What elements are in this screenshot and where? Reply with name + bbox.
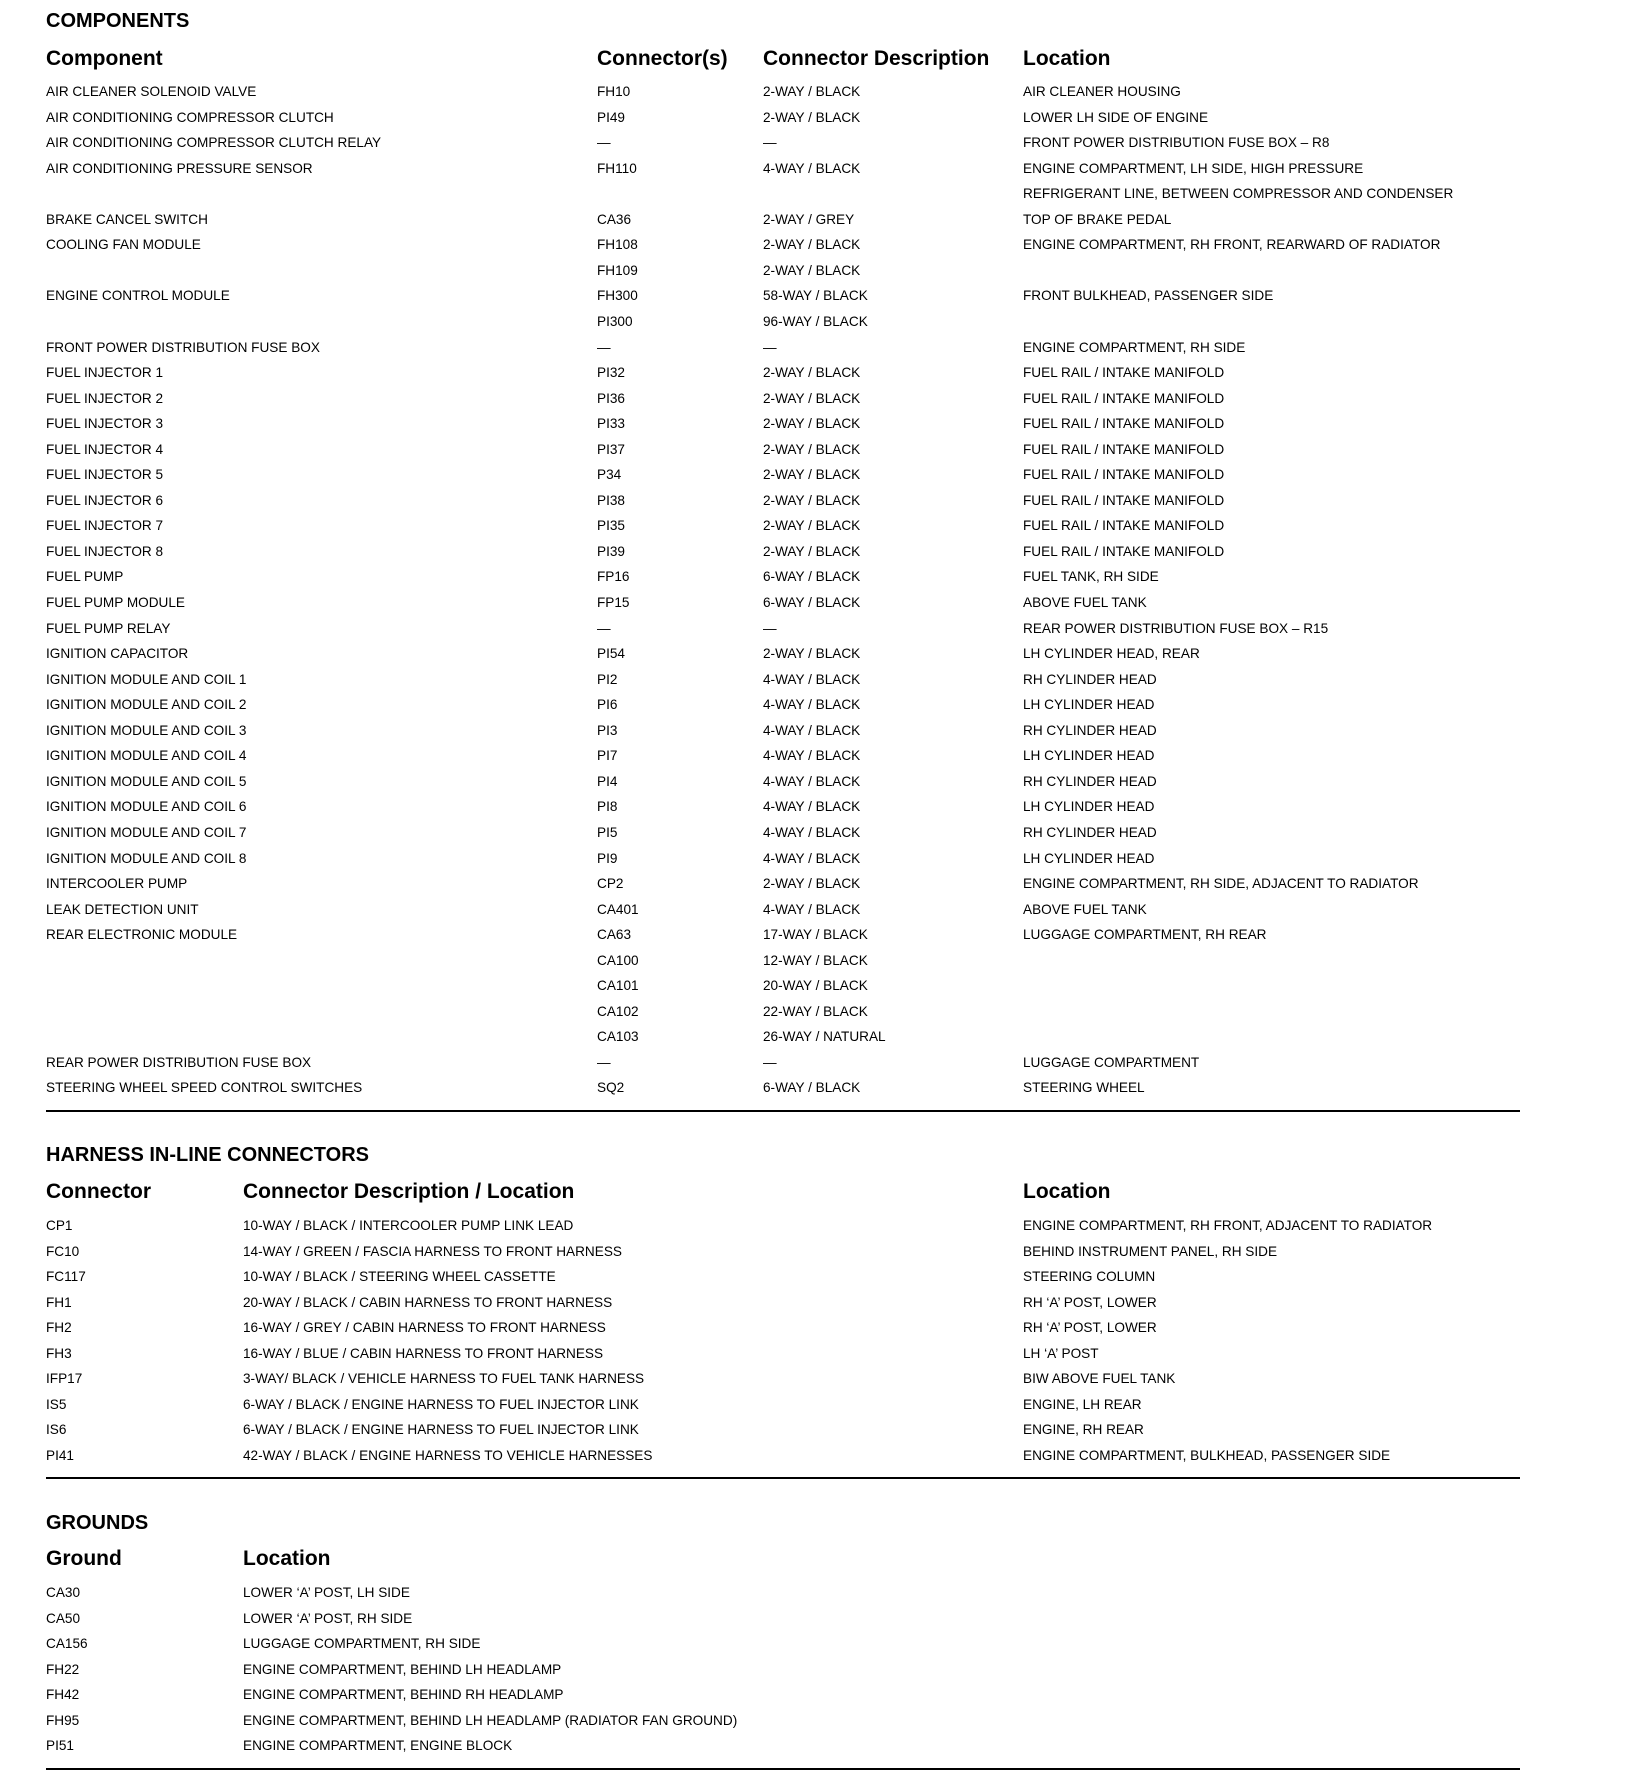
connector-description-cell: 2-WAY / BLACK xyxy=(763,109,861,125)
location-cell: LOWER LH SIDE OF ENGINE xyxy=(1023,109,1209,125)
location-cell: AIR CLEANER HOUSING xyxy=(1023,84,1181,99)
location-cell: FUEL RAIL / INTAKE MANIFOLD xyxy=(1023,441,1225,457)
harness-section-title: HARNESS IN-LINE CONNECTORS xyxy=(46,1144,369,1166)
connector-cell: — xyxy=(597,1054,611,1070)
connector-cell: PI38 xyxy=(597,492,625,508)
connector-description-cell: 96-WAY / BLACK xyxy=(763,313,868,329)
component-name-cell: FRONT POWER DISTRIBUTION FUSE BOX xyxy=(46,339,320,355)
component-name-cell: STEERING WHEEL SPEED CONTROL SWITCHES xyxy=(46,1080,363,1096)
component-name-cell: BRAKE CANCEL SWITCH xyxy=(46,211,208,227)
table-row xyxy=(0,823,1632,849)
connector-description-cell: — xyxy=(763,1054,777,1070)
ground-cell: FH42 xyxy=(46,1687,80,1702)
components-divider xyxy=(46,1110,1520,1112)
connector-cell: PI37 xyxy=(597,441,625,457)
harness-divider xyxy=(46,1477,1520,1479)
connector-cell: FC117 xyxy=(46,1269,86,1284)
connector-description-cell: 2-WAY / BLACK xyxy=(763,876,861,892)
connector-description-cell: 2-WAY / BLACK xyxy=(763,441,861,457)
table-row xyxy=(0,1369,1632,1395)
table-row xyxy=(0,925,1632,951)
component-name-cell: FUEL PUMP xyxy=(46,569,124,585)
location-cell: FUEL RAIL / INTAKE MANIFOLD xyxy=(1023,467,1225,483)
connector-cell: CA401 xyxy=(597,901,639,917)
location-cell: REFRIGERANT LINE, BETWEEN COMPRESSOR AND CONDENSER xyxy=(1023,186,1454,202)
location-cell: STEERING WHEEL xyxy=(1023,1080,1145,1096)
components-header-connectors: Connector(s) xyxy=(597,47,728,70)
connector-description-cell: 4-WAY / BLACK xyxy=(763,748,861,764)
connector-cell: IS6 xyxy=(46,1422,67,1437)
table-row xyxy=(0,1634,1632,1660)
harness-header-location: Location xyxy=(1023,1180,1111,1203)
grounds-header-ground: Ground xyxy=(46,1547,122,1570)
component-name-cell: REAR ELECTRONIC MODULE xyxy=(46,927,238,943)
connector-cell: CA63 xyxy=(597,927,632,943)
location-cell: LUGGAGE COMPARTMENT xyxy=(1023,1054,1200,1070)
component-name-cell: IGNITION MODULE AND COIL 4 xyxy=(46,748,247,764)
connector-cell: PI32 xyxy=(597,365,625,381)
table-row xyxy=(0,235,1632,261)
location-cell: RH ‘A’ POST, LOWER xyxy=(1023,1320,1157,1335)
table-row xyxy=(0,849,1632,875)
component-name-cell: INTERCOOLER PUMP xyxy=(46,876,188,892)
table-row xyxy=(0,1660,1632,1686)
component-name-cell: IGNITION MODULE AND COIL 3 xyxy=(46,722,247,738)
location-cell: LH CYLINDER HEAD xyxy=(1023,697,1155,713)
table-row xyxy=(0,976,1632,1002)
connector-description-cell: 12-WAY / BLACK xyxy=(763,952,868,968)
connector-cell: CA101 xyxy=(597,978,639,994)
table-row xyxy=(0,1395,1632,1421)
grounds-header-location: Location xyxy=(243,1547,331,1570)
connector-description-cell: 58-WAY / BLACK xyxy=(763,288,868,304)
component-name-cell: IGNITION MODULE AND COIL 2 xyxy=(46,697,247,713)
table-row xyxy=(0,363,1632,389)
connector-description-cell: 6-WAY / BLACK xyxy=(763,569,861,585)
table-row xyxy=(0,133,1632,159)
location-cell: FRONT POWER DISTRIBUTION FUSE BOX – R8 xyxy=(1023,135,1330,151)
connector-description-cell: 2-WAY / BLACK xyxy=(763,416,861,432)
components-header-description: Connector Description xyxy=(763,47,990,70)
location-cell: LUGGAGE COMPARTMENT, RH SIDE xyxy=(243,1636,481,1651)
location-cell: TOP OF BRAKE PEDAL xyxy=(1023,211,1172,227)
location-cell: FUEL RAIL / INTAKE MANIFOLD xyxy=(1023,518,1225,534)
connector-description-cell: 16-WAY / BLUE / CABIN HARNESS TO FRONT HARNESS xyxy=(243,1345,604,1361)
connector-cell: PI39 xyxy=(597,543,625,559)
table-row xyxy=(0,670,1632,696)
connector-cell: FH300 xyxy=(597,288,638,304)
location-cell: RH CYLINDER HEAD xyxy=(1023,671,1157,687)
connector-description-cell: 20-WAY / BLACK / CABIN HARNESS TO FRONT HARNESS xyxy=(243,1294,613,1310)
connector-cell: FC10 xyxy=(46,1243,80,1259)
table-row xyxy=(0,1267,1632,1293)
table-row xyxy=(0,338,1632,364)
component-name-cell: AIR CONDITIONING COMPRESSOR CLUTCH RELAY xyxy=(46,135,382,151)
component-name-cell: FUEL PUMP RELAY xyxy=(46,620,171,636)
location-cell: LH CYLINDER HEAD xyxy=(1023,850,1155,866)
table-row xyxy=(0,567,1632,593)
table-row xyxy=(0,414,1632,440)
connector-description-cell: 2-WAY / BLACK xyxy=(763,492,861,508)
table-row xyxy=(0,542,1632,568)
connector-description-cell: 14-WAY / GREEN / FASCIA HARNESS TO FRONT HARNESS xyxy=(243,1243,622,1259)
component-name-cell: FUEL INJECTOR 4 xyxy=(46,441,164,457)
connector-cell: FH10 xyxy=(597,84,631,99)
connector-description-cell: 6-WAY / BLACK xyxy=(763,595,861,610)
ground-cell: FH22 xyxy=(46,1661,80,1677)
components-section-title: COMPONENTS xyxy=(46,10,190,32)
connector-description-cell: 2-WAY / BLACK xyxy=(763,84,861,99)
location-cell: ABOVE FUEL TANK xyxy=(1023,901,1147,917)
connector-description-cell: 2-WAY / BLACK xyxy=(763,467,861,483)
location-cell: REAR POWER DISTRIBUTION FUSE BOX – R15 xyxy=(1023,620,1329,636)
table-row xyxy=(0,619,1632,645)
table-row xyxy=(0,695,1632,721)
location-cell: RH CYLINDER HEAD xyxy=(1023,722,1157,738)
connector-cell: FH108 xyxy=(597,237,638,253)
connector-description-cell: 2-WAY / BLACK xyxy=(763,646,861,662)
table-row xyxy=(0,389,1632,415)
connector-description-cell: 4-WAY / BLACK xyxy=(763,901,861,917)
location-cell: FUEL TANK, RH SIDE xyxy=(1023,569,1159,585)
connector-cell: SQ2 xyxy=(597,1080,625,1096)
connector-description-cell: 6-WAY / BLACK / ENGINE HARNESS TO FUEL INJECTOR LINK xyxy=(243,1422,639,1437)
location-cell: LOWER ‘A’ POST, RH SIDE xyxy=(243,1610,413,1626)
location-cell: FUEL RAIL / INTAKE MANIFOLD xyxy=(1023,390,1225,406)
table-row xyxy=(0,210,1632,236)
table-row xyxy=(0,82,1632,108)
connector-cell: PI35 xyxy=(597,518,625,534)
location-cell: LOWER ‘A’ POST, LH SIDE xyxy=(243,1585,410,1600)
table-row xyxy=(0,1736,1632,1762)
component-name-cell: AIR CLEANER SOLENOID VALVE xyxy=(46,84,257,99)
connector-cell: PI6 xyxy=(597,697,618,713)
table-row xyxy=(0,1583,1632,1609)
connector-description-cell: 2-WAY / BLACK xyxy=(763,262,861,278)
grounds-divider xyxy=(46,1768,1520,1770)
table-row xyxy=(0,1318,1632,1344)
table-row xyxy=(0,440,1632,466)
connector-cell: PI5 xyxy=(597,824,618,840)
connector-description-cell: 2-WAY / BLACK xyxy=(763,543,861,559)
ground-cell: CA156 xyxy=(46,1636,88,1651)
component-name-cell: FUEL INJECTOR 5 xyxy=(46,467,164,483)
table-row xyxy=(0,746,1632,772)
grounds-section-title: GROUNDS xyxy=(46,1512,149,1534)
component-name-cell: FUEL INJECTOR 7 xyxy=(46,518,164,534)
location-cell: BIW ABOVE FUEL TANK xyxy=(1023,1371,1176,1386)
table-row xyxy=(0,1711,1632,1737)
component-name-cell: LEAK DETECTION UNIT xyxy=(46,901,199,917)
table-row xyxy=(0,951,1632,977)
connector-cell: FH1 xyxy=(46,1294,72,1310)
location-cell: ENGINE COMPARTMENT, BULKHEAD, PASSENGER SIDE xyxy=(1023,1447,1391,1463)
component-name-cell: ENGINE CONTROL MODULE xyxy=(46,288,230,304)
connector-description-cell: 2-WAY / BLACK xyxy=(763,390,861,406)
table-row xyxy=(0,1242,1632,1268)
connector-cell: IS5 xyxy=(46,1396,67,1412)
connector-cell: IFP17 xyxy=(46,1371,83,1386)
connector-description-cell: 17-WAY / BLACK xyxy=(763,927,868,943)
connector-cell: PI3 xyxy=(597,722,618,738)
table-row xyxy=(0,261,1632,287)
connector-description-cell: 2-WAY / BLACK xyxy=(763,237,861,253)
location-cell: ENGINE COMPARTMENT, LH SIDE, HIGH PRESSURE xyxy=(1023,160,1364,176)
connector-cell: PI49 xyxy=(597,109,625,125)
connector-cell: PI300 xyxy=(597,313,633,329)
component-name-cell: FUEL PUMP MODULE xyxy=(46,595,185,610)
location-cell: ENGINE COMPARTMENT, BEHIND LH HEADLAMP xyxy=(243,1661,562,1677)
connector-description-cell: — xyxy=(763,339,777,355)
table-row xyxy=(0,1420,1632,1446)
location-cell: ENGINE, RH REAR xyxy=(1023,1422,1144,1437)
component-name-cell: IGNITION CAPACITOR xyxy=(46,646,189,662)
connector-cell: CP1 xyxy=(46,1218,73,1233)
table-row xyxy=(0,900,1632,926)
component-name-cell: AIR CONDITIONING COMPRESSOR CLUTCH xyxy=(46,109,334,125)
connector-cell: CA36 xyxy=(597,211,632,227)
component-name-cell: IGNITION MODULE AND COIL 7 xyxy=(46,824,247,840)
table-row xyxy=(0,1078,1632,1104)
connector-description-cell: 2-WAY / GREY xyxy=(763,211,855,227)
location-cell: ENGINE COMPARTMENT, BEHIND LH HEADLAMP (RADIATOR FAN GROUND) xyxy=(243,1712,738,1728)
location-cell: ENGINE COMPARTMENT, RH FRONT, REARWARD OF RADIATOR xyxy=(1023,237,1441,253)
location-cell: ENGINE COMPARTMENT, RH FRONT, ADJACENT TO RADIATOR xyxy=(1023,1218,1433,1233)
connector-cell: — xyxy=(597,620,611,636)
location-cell: FUEL RAIL / INTAKE MANIFOLD xyxy=(1023,416,1225,432)
ground-cell: CA30 xyxy=(46,1585,81,1600)
connector-cell: PI7 xyxy=(597,748,618,764)
connector-cell: PI41 xyxy=(46,1447,74,1463)
connector-description-cell: 2-WAY / BLACK xyxy=(763,365,861,381)
connector-description-cell: 22-WAY / BLACK xyxy=(763,1003,868,1019)
location-cell: FUEL RAIL / INTAKE MANIFOLD xyxy=(1023,543,1225,559)
location-cell: STEERING COLUMN xyxy=(1023,1269,1156,1284)
connector-description-cell: 2-WAY / BLACK xyxy=(763,518,861,534)
connector-description-cell: 42-WAY / BLACK / ENGINE HARNESS TO VEHICLE HARNESSES xyxy=(243,1447,653,1463)
connector-description-cell: 4-WAY / BLACK xyxy=(763,773,861,789)
component-name-cell: FUEL INJECTOR 2 xyxy=(46,390,164,406)
table-row xyxy=(0,1446,1632,1472)
connector-description-cell: 6-WAY / BLACK xyxy=(763,1080,861,1096)
connector-cell: FP15 xyxy=(597,595,630,610)
components-header-component: Component xyxy=(46,47,163,70)
connector-description-cell: 4-WAY / BLACK xyxy=(763,160,861,176)
table-row xyxy=(0,1344,1632,1370)
components-header-location: Location xyxy=(1023,47,1111,70)
component-name-cell: FUEL INJECTOR 3 xyxy=(46,416,164,432)
connector-description-cell: — xyxy=(763,620,777,636)
connector-cell: PI33 xyxy=(597,416,625,432)
location-cell: ENGINE, LH REAR xyxy=(1023,1396,1142,1412)
table-row xyxy=(0,312,1632,338)
connector-description-cell: 4-WAY / BLACK xyxy=(763,722,861,738)
connector-description-cell: 4-WAY / BLACK xyxy=(763,697,861,713)
location-cell: LH CYLINDER HEAD xyxy=(1023,748,1155,764)
ground-cell: PI51 xyxy=(46,1738,74,1753)
table-row xyxy=(0,1293,1632,1319)
location-cell: ENGINE COMPARTMENT, RH SIDE, ADJACENT TO RADIATOR xyxy=(1023,876,1419,892)
table-row xyxy=(0,797,1632,823)
harness-header-description: Connector Description / Location xyxy=(243,1180,575,1203)
component-name-cell: IGNITION MODULE AND COIL 5 xyxy=(46,773,247,789)
table-row xyxy=(0,644,1632,670)
table-row xyxy=(0,1685,1632,1711)
table-row xyxy=(0,491,1632,517)
connector-description-cell: 10-WAY / BLACK / STEERING WHEEL CASSETTE xyxy=(243,1269,556,1284)
connector-cell: PI36 xyxy=(597,390,625,406)
table-row xyxy=(0,593,1632,619)
location-cell: RH CYLINDER HEAD xyxy=(1023,824,1157,840)
connector-description-cell: 4-WAY / BLACK xyxy=(763,850,861,866)
table-row xyxy=(0,874,1632,900)
connector-description-cell: 26-WAY / NATURAL xyxy=(763,1029,886,1045)
location-cell: LH ‘A’ POST xyxy=(1023,1345,1099,1361)
table-row xyxy=(0,286,1632,312)
connector-description-cell: 16-WAY / GREY / CABIN HARNESS TO FRONT HARNESS xyxy=(243,1320,606,1335)
table-row xyxy=(0,159,1632,185)
table-row xyxy=(0,465,1632,491)
connector-cell: CA103 xyxy=(597,1029,639,1045)
connector-description-cell: 4-WAY / BLACK xyxy=(763,671,861,687)
location-cell: ENGINE COMPARTMENT, ENGINE BLOCK xyxy=(243,1738,513,1753)
component-name-cell: IGNITION MODULE AND COIL 1 xyxy=(46,671,247,687)
ground-cell: CA50 xyxy=(46,1610,81,1626)
component-name-cell: AIR CONDITIONING PRESSURE SENSOR xyxy=(46,160,313,176)
connector-cell: CP2 xyxy=(597,876,624,892)
table-row xyxy=(0,1002,1632,1028)
location-cell: RH ‘A’ POST, LOWER xyxy=(1023,1294,1157,1310)
component-name-cell: FUEL INJECTOR 1 xyxy=(46,365,164,381)
connector-description-cell: 6-WAY / BLACK / ENGINE HARNESS TO FUEL INJECTOR LINK xyxy=(243,1396,639,1412)
connector-cell: — xyxy=(597,135,611,151)
connector-cell: P34 xyxy=(597,467,622,483)
harness-header-connector: Connector xyxy=(46,1180,151,1203)
component-name-cell: IGNITION MODULE AND COIL 6 xyxy=(46,799,247,815)
location-cell: LH CYLINDER HEAD xyxy=(1023,799,1155,815)
connector-cell: FH2 xyxy=(46,1320,72,1335)
table-row xyxy=(0,184,1632,210)
connector-description-cell: 3-WAY/ BLACK / VEHICLE HARNESS TO FUEL TANK HARNESS xyxy=(243,1371,645,1386)
connector-cell: PI9 xyxy=(597,850,618,866)
component-name-cell: REAR POWER DISTRIBUTION FUSE BOX xyxy=(46,1054,312,1070)
table-row xyxy=(0,516,1632,542)
connector-cell: CA102 xyxy=(597,1003,639,1019)
connector-cell: FP16 xyxy=(597,569,630,585)
connector-description-cell: 10-WAY / BLACK / INTERCOOLER PUMP LINK LEAD xyxy=(243,1218,574,1233)
connector-cell: FH109 xyxy=(597,262,638,278)
location-cell: ENGINE COMPARTMENT, RH SIDE xyxy=(1023,339,1246,355)
component-name-cell: FUEL INJECTOR 8 xyxy=(46,543,164,559)
connector-description-cell: 4-WAY / BLACK xyxy=(763,824,861,840)
table-row xyxy=(0,1609,1632,1635)
location-cell: FRONT BULKHEAD, PASSENGER SIDE xyxy=(1023,288,1274,304)
connector-cell: FH3 xyxy=(46,1345,72,1361)
ground-cell: FH95 xyxy=(46,1712,80,1728)
table-row xyxy=(0,1216,1632,1242)
connector-cell: PI2 xyxy=(597,671,618,687)
connector-cell: PI54 xyxy=(597,646,625,662)
connector-description-cell: 4-WAY / BLACK xyxy=(763,799,861,815)
location-cell: LUGGAGE COMPARTMENT, RH REAR xyxy=(1023,927,1267,943)
component-name-cell: COOLING FAN MODULE xyxy=(46,237,201,253)
table-row xyxy=(0,108,1632,134)
connector-description-cell: — xyxy=(763,135,777,151)
location-cell: LH CYLINDER HEAD, REAR xyxy=(1023,646,1200,662)
table-row xyxy=(0,721,1632,747)
table-row xyxy=(0,1027,1632,1053)
location-cell: ENGINE COMPARTMENT, BEHIND RH HEADLAMP xyxy=(243,1687,564,1702)
location-cell: FUEL RAIL / INTAKE MANIFOLD xyxy=(1023,365,1225,381)
component-name-cell: FUEL INJECTOR 6 xyxy=(46,492,164,508)
table-row xyxy=(0,1053,1632,1079)
location-cell: FUEL RAIL / INTAKE MANIFOLD xyxy=(1023,492,1225,508)
connector-cell: FH110 xyxy=(597,160,637,176)
connector-description-cell: 20-WAY / BLACK xyxy=(763,978,868,994)
connector-cell: PI4 xyxy=(597,773,618,789)
connector-cell: CA100 xyxy=(597,952,639,968)
location-cell: ABOVE FUEL TANK xyxy=(1023,595,1147,610)
table-row xyxy=(0,772,1632,798)
location-cell: RH CYLINDER HEAD xyxy=(1023,773,1157,789)
component-name-cell: IGNITION MODULE AND COIL 8 xyxy=(46,850,247,866)
connector-cell: PI8 xyxy=(597,799,618,815)
connector-cell: — xyxy=(597,339,611,355)
location-cell: BEHIND INSTRUMENT PANEL, RH SIDE xyxy=(1023,1243,1278,1259)
